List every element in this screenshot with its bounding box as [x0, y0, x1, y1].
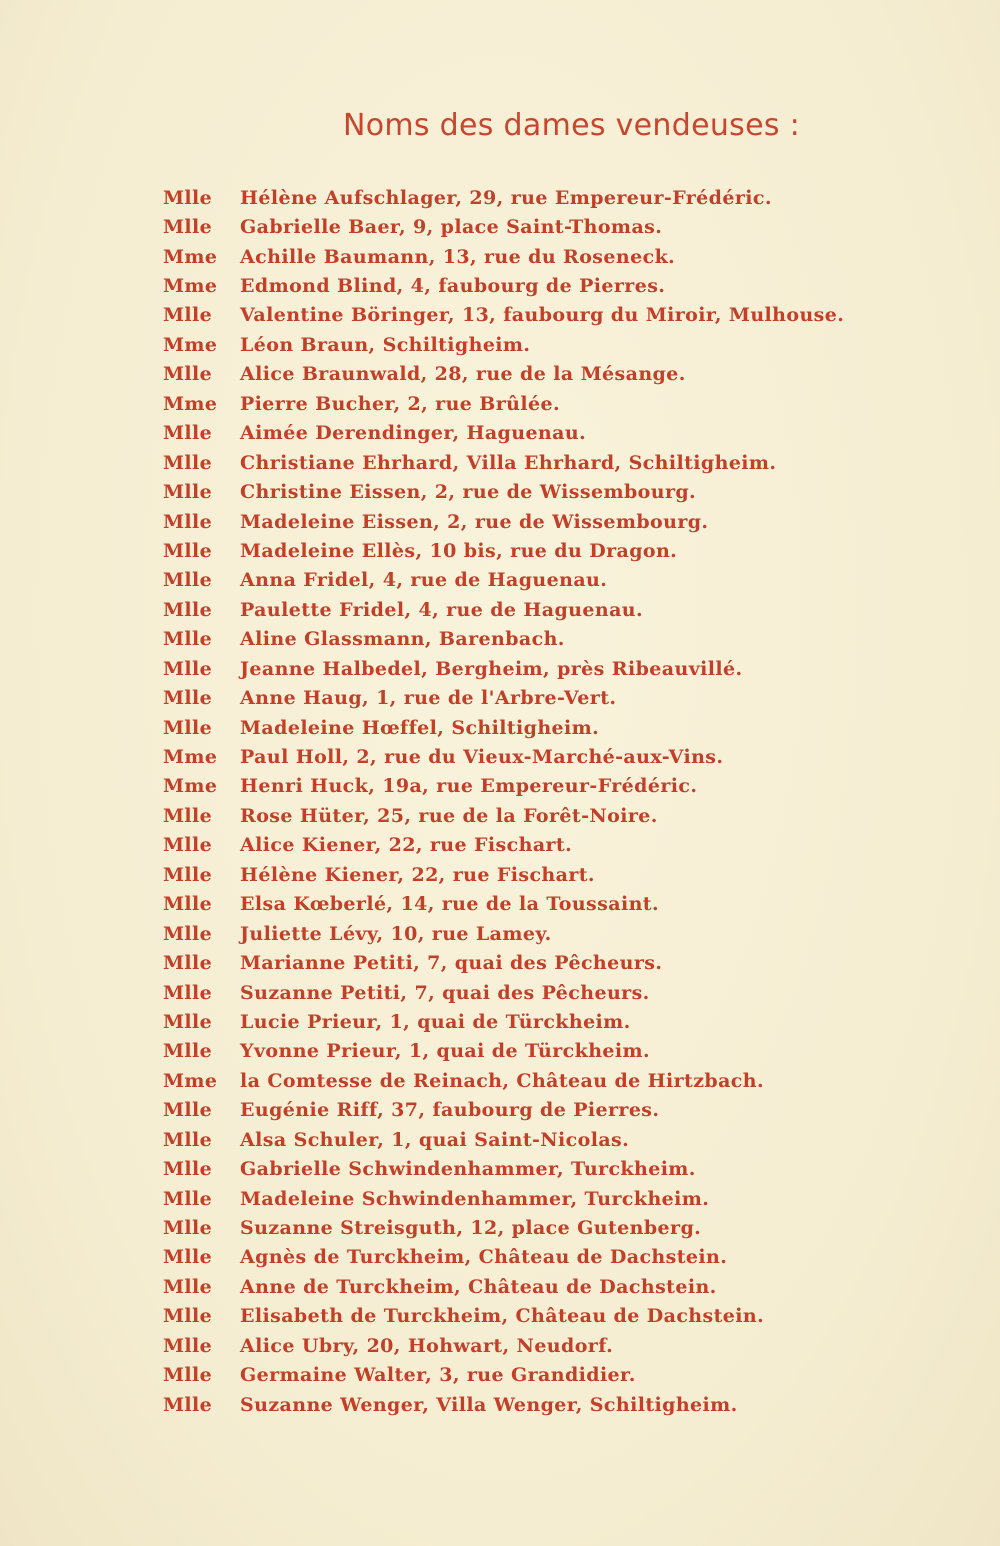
- list-item: [163, 330, 844, 359]
- entry-text: Suzanne Streisguth, 12, place Gutenberg.: [240, 1217, 702, 1240]
- list-item: [163, 1390, 844, 1419]
- list-item: [163, 566, 844, 595]
- list-item: [163, 860, 844, 889]
- list-item: [163, 183, 844, 212]
- entry-text: Aline Glassmann, Barenbach.: [240, 628, 565, 651]
- list-item: [163, 625, 844, 654]
- honorific: Mlle: [163, 804, 213, 827]
- honorific: Mlle: [163, 981, 213, 1004]
- list-item: [163, 507, 844, 536]
- honorific: Mlle: [163, 216, 213, 239]
- honorific: Mlle: [163, 657, 213, 680]
- entry-text: Léon Braun, Schiltigheim.: [240, 333, 531, 356]
- entry-text: Suzanne Petiti, 7, quai des Pêcheurs.: [240, 981, 650, 1004]
- honorific: Mlle: [163, 598, 213, 621]
- list-item: [163, 683, 844, 712]
- list-item: [163, 1154, 844, 1183]
- honorific: Mlle: [163, 539, 213, 562]
- entry-text: Alice Braunwald, 28, rue de la Mésange.: [240, 363, 686, 386]
- honorific: Mme: [163, 275, 218, 298]
- list-item: [163, 1361, 844, 1390]
- entry-text: la Comtesse de Reinach, Château de Hirtzbach.: [240, 1069, 765, 1092]
- honorific: Mlle: [163, 1158, 213, 1181]
- list-item: [163, 1272, 844, 1301]
- entry-text: Elsa Kœberlé, 14, rue de la Toussaint.: [240, 893, 659, 916]
- list-item: [163, 772, 844, 801]
- list-item: [163, 713, 844, 742]
- list-item: [163, 1302, 844, 1331]
- honorific: Mme: [163, 746, 218, 769]
- entry-text: Alice Ubry, 20, Hohwart, Neudorf.: [240, 1334, 614, 1357]
- honorific: Mlle: [163, 1128, 213, 1151]
- list-item: [163, 1243, 844, 1272]
- honorific: Mlle: [163, 1275, 213, 1298]
- honorific: Mlle: [163, 893, 213, 916]
- list-item: [163, 1125, 844, 1154]
- list-item: [163, 1096, 844, 1125]
- list-item: [163, 212, 844, 241]
- honorific: Mlle: [163, 363, 213, 386]
- honorific: Mlle: [163, 1187, 213, 1210]
- list-item: [163, 948, 844, 977]
- list-item: [163, 801, 844, 830]
- list-item: [163, 742, 844, 771]
- honorific: Mlle: [163, 716, 213, 739]
- list-item: [163, 477, 844, 506]
- entry-text: Elisabeth de Turckheim, Château de Dachstein.: [240, 1305, 765, 1328]
- list-item: [163, 1331, 844, 1360]
- entry-text: Gabrielle Schwindenhammer, Turckheim.: [240, 1158, 696, 1181]
- honorific: Mme: [163, 392, 218, 415]
- entry-text: Achille Baumann, 13, rue du Roseneck.: [240, 245, 676, 268]
- list-item: [163, 595, 844, 624]
- list-item: [163, 1184, 844, 1213]
- list-item: [163, 389, 844, 418]
- entry-text: Marianne Petiti, 7, quai des Pêcheurs.: [240, 952, 663, 975]
- list-item: [163, 536, 844, 565]
- honorific: Mlle: [163, 451, 213, 474]
- honorific: Mlle: [163, 922, 213, 945]
- list-item: [163, 831, 844, 860]
- honorific: Mlle: [163, 422, 213, 445]
- honorific: Mlle: [163, 863, 213, 886]
- honorific: Mlle: [163, 628, 213, 651]
- honorific: Mlle: [163, 481, 213, 504]
- honorific: Mlle: [163, 1334, 213, 1357]
- honorific: Mlle: [163, 952, 213, 975]
- entry-text: Anne de Turckheim, Château de Dachstein.: [240, 1275, 717, 1298]
- entry-text: Paulette Fridel, 4, rue de Haguenau.: [240, 598, 644, 621]
- list-item: [163, 1066, 844, 1095]
- entry-text: Madeleine Schwindenhammer, Turckheim.: [240, 1187, 710, 1210]
- list-item: [163, 242, 844, 271]
- honorific: Mlle: [163, 1364, 213, 1387]
- list-item: [163, 419, 844, 448]
- honorific: Mlle: [163, 569, 213, 592]
- entry-text: Christiane Ehrhard, Villa Ehrhard, Schiltigheim.: [240, 451, 777, 474]
- entry-text: Eugénie Riff, 37, faubourg de Pierres.: [240, 1099, 660, 1122]
- list-item: [163, 360, 844, 389]
- honorific: Mlle: [163, 834, 213, 857]
- entry-text: Alice Kiener, 22, rue Fischart.: [240, 834, 573, 857]
- honorific: Mlle: [163, 1099, 213, 1122]
- vendor-list: [163, 183, 844, 1419]
- honorific: Mme: [163, 1069, 218, 1092]
- page-title: Noms des dames vendeuses :: [343, 108, 801, 143]
- list-item: [163, 1037, 844, 1066]
- list-item: [163, 271, 844, 300]
- entry-text: Edmond Blind, 4, faubourg de Pierres.: [240, 275, 666, 298]
- entry-text: Valentine Böringer, 13, faubourg du Miroir, Mulhouse.: [240, 304, 845, 327]
- honorific: Mme: [163, 333, 218, 356]
- honorific: Mlle: [163, 687, 213, 710]
- honorific: Mlle: [163, 1305, 213, 1328]
- entry-text: Jeanne Halbedel, Bergheim, près Ribeauvillé.: [240, 657, 743, 680]
- entry-text: Aimée Derendinger, Haguenau.: [240, 422, 587, 445]
- entry-text: Pierre Bucher, 2, rue Brûlée.: [240, 392, 560, 415]
- honorific: Mlle: [163, 1246, 213, 1269]
- honorific: Mlle: [163, 1393, 213, 1416]
- honorific: Mme: [163, 775, 218, 798]
- entry-text: Paul Holl, 2, rue du Vieux-Marché-aux-Vins.: [240, 746, 724, 769]
- entry-text: Germaine Walter, 3, rue Grandidier.: [240, 1364, 636, 1387]
- entry-text: Lucie Prieur, 1, quai de Türckheim.: [240, 1010, 631, 1033]
- list-item: [163, 978, 844, 1007]
- honorific: Mlle: [163, 186, 213, 209]
- entry-text: Suzanne Wenger, Villa Wenger, Schiltigheim.: [240, 1393, 738, 1416]
- list-item: [163, 890, 844, 919]
- entry-text: Christine Eissen, 2, rue de Wissembourg.: [240, 481, 697, 504]
- entry-text: Henri Huck, 19a, rue Empereur-Frédéric.: [240, 775, 698, 798]
- entry-text: Gabrielle Baer, 9, place Saint-Thomas.: [240, 216, 663, 239]
- entry-text: Anne Haug, 1, rue de l'Arbre-Vert.: [240, 687, 617, 710]
- entry-text: Hélène Aufschlager, 29, rue Empereur-Frédéric.: [240, 186, 772, 209]
- entry-text: Hélène Kiener, 22, rue Fischart.: [240, 863, 595, 886]
- entry-text: Juliette Lévy, 10, rue Lamey.: [240, 922, 552, 945]
- list-item: [163, 301, 844, 330]
- entry-text: Madeleine Hœffel, Schiltigheim.: [240, 716, 600, 739]
- entry-text: Anna Fridel, 4, rue de Haguenau.: [240, 569, 608, 592]
- honorific: Mlle: [163, 1010, 213, 1033]
- honorific: Mlle: [163, 1040, 213, 1063]
- list-item: [163, 448, 844, 477]
- entry-text: Madeleine Eissen, 2, rue de Wissembourg.: [240, 510, 709, 533]
- list-item: [163, 1213, 844, 1242]
- honorific: Mlle: [163, 1217, 213, 1240]
- entry-text: Agnès de Turckheim, Château de Dachstein.: [240, 1246, 728, 1269]
- entry-text: Yvonne Prieur, 1, quai de Türckheim.: [240, 1040, 651, 1063]
- list-item: [163, 1007, 844, 1036]
- entry-text: Madeleine Ellès, 10 bis, rue du Dragon.: [240, 539, 678, 562]
- entry-text: Rose Hüter, 25, rue de la Forêt-Noire.: [240, 804, 658, 827]
- honorific: Mlle: [163, 510, 213, 533]
- list-item: [163, 919, 844, 948]
- list-item: [163, 654, 844, 683]
- honorific: Mlle: [163, 304, 213, 327]
- honorific: Mme: [163, 245, 218, 268]
- entry-text: Alsa Schuler, 1, quai Saint-Nicolas.: [240, 1128, 630, 1151]
